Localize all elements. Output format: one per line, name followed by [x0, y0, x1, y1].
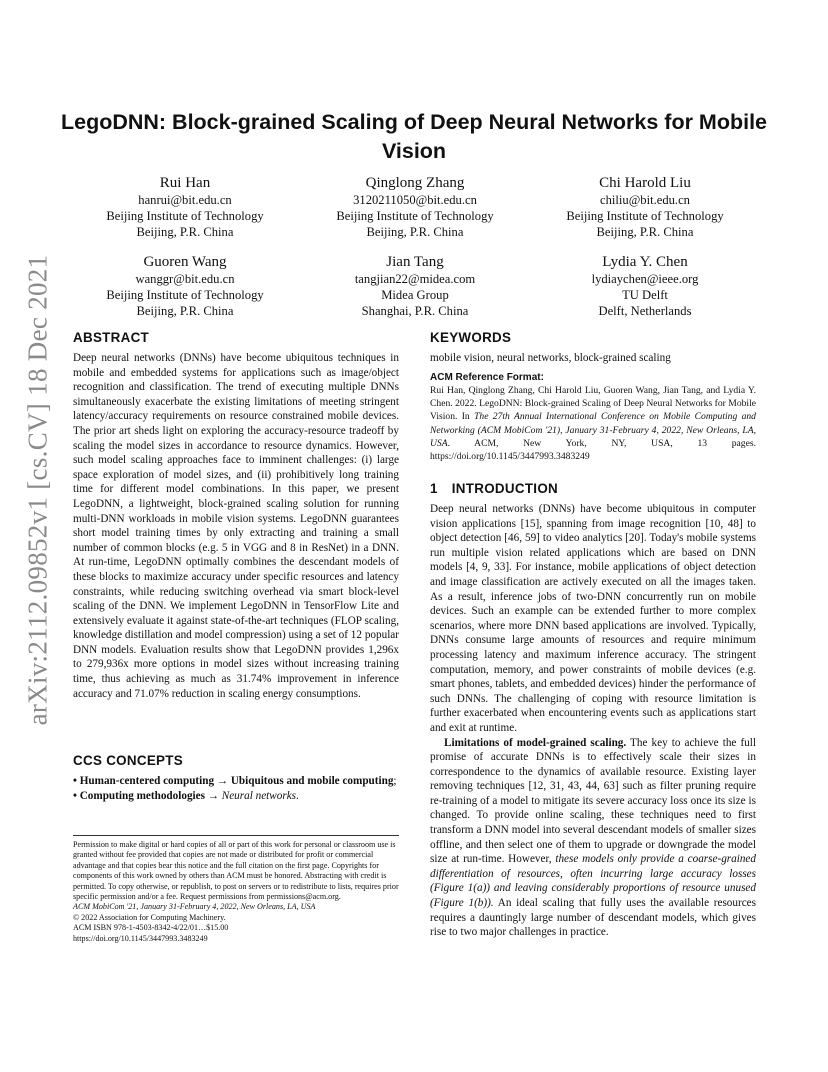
author-email: 3120211050@bit.edu.cn — [353, 193, 477, 207]
author-name: Qinglong Zhang — [365, 175, 465, 191]
author-affiliation: Beijing Institute of Technology — [566, 209, 724, 223]
paragraph-text-b: An ideal scaling that fully uses the available resources requires a dauntingly large number of descendant models, which gives rise to two major challenges in practice. — [430, 897, 756, 939]
author-location: Beijing, P.R. China — [366, 225, 464, 239]
intro-paragraph-2 — [430, 736, 756, 940]
keywords-heading: KEYWORDS — [430, 330, 512, 345]
author-email: tangjian22@midea.com — [354, 272, 476, 286]
footnote-divider — [73, 835, 399, 836]
doi-link[interactable]: https://doi.org/10.1145/3447993.3483249 — [73, 933, 208, 943]
author-card — [530, 253, 760, 319]
paragraph-lead: Limitations of model-grained scaling. — [444, 736, 627, 749]
intro-paragraph-1: Deep neural networks (DNNs) have become ubiquitous in computer vision applications [15], spanning from image recognition [10, 48] to object detection [46, 59] to video analytics [20]. Today's mobile systems run multiple vision related applications which are based on DNN models [4, 9, 33]. For instance, mobile applications of object detection and image classification are actively executed on all the images taken. As a result, inference jobs of two-DNN concurrently run on mobile devices. Such an example can be extended further to more complex scenarios, where more DNN based applications are involved. Typically, DNNs consume large amounts of resources and require minimum processing latency and maximum inference accuracy. The stringent computation, memory, and power constraints of mobile devices (e.g. smart phones, tablets, and embedded devices) hinder the performance of such DNNs. The challenging of coping with resource limitation is further exacerbated when encountering events such as applications start and exit at runtime. — [430, 503, 756, 734]
reference-format-heading: ACM Reference Format: — [430, 372, 544, 383]
paragraph-text-a: The key to achieve the full promise of accurate DNNs is to effectively scale their sizes in correspondence to the dynamics of available resource. Existing layer removing techniques [12, 31, 43, 44, 63] such as filter pruning require re-training of a model to mitigate its severe accuracy loss once its size is changed. To provide online scaling, these techniques need to first transform a DNN model into several descendant models of smaller sizes offline, and then select one of them to upgrade or downgrade the model size at run-time. However, — [430, 736, 756, 866]
author-email: hanrui@bit.edu.cn — [138, 193, 232, 207]
author-card — [70, 253, 300, 319]
introduction-heading — [430, 481, 756, 496]
author-location: Beijing, P.R. China — [136, 304, 234, 318]
reference-format-section — [430, 372, 756, 463]
isbn-line: ACM ISBN 978-1-4503-8342-4/22/01…$15.00 — [73, 923, 229, 933]
reference-format-text — [430, 384, 756, 463]
abstract-section — [73, 330, 399, 701]
author-card — [70, 174, 300, 240]
author-name: Lydia Y. Chen — [602, 254, 688, 270]
author-affiliation: Beijing Institute of Technology — [106, 288, 264, 302]
arxiv-sidebar-stamp — [8, 210, 68, 770]
ccs-section — [73, 753, 399, 804]
ccs-end: . — [296, 790, 299, 802]
copyright-line: © 2022 Association for Computing Machinery. — [73, 912, 226, 922]
keywords-text: mobile vision, neural networks, block-grained scaling — [430, 352, 671, 364]
author-affiliation: Midea Group — [381, 288, 449, 302]
abstract-heading: ABSTRACT — [73, 330, 150, 345]
author-email: lydiaychen@ieee.org — [591, 272, 699, 286]
ccs-arrow: → — [204, 790, 222, 802]
author-email: wanggr@bit.edu.cn — [135, 272, 235, 286]
author-location: Delft, Netherlands — [598, 304, 692, 318]
author-card — [300, 174, 530, 240]
ccs-concepts-text — [73, 774, 399, 804]
author-name: Chi Harold Liu — [599, 175, 691, 191]
reference-publisher: . ACM, New York, NY, USA, 13 pages. https://doi.org/10.1145/3447993.3483249 — [430, 437, 756, 463]
ccs-bullet-2: • Computing methodologies — [73, 790, 205, 802]
author-location: Shanghai, P.R. China — [361, 304, 469, 318]
introduction-section — [430, 481, 756, 940]
author-card — [300, 253, 530, 319]
reference-venue: The 27th Annual International Conference on Mobile Computing and Networking (ACM MobiCom '21), January 31-February 4, 2022, New Orleans, LA, USA — [430, 411, 756, 449]
author-affiliation: Beijing Institute of Technology — [106, 209, 264, 223]
author-location: Beijing, P.R. China — [596, 225, 694, 239]
ccs-separator: ; — [393, 775, 397, 787]
keywords-section — [430, 330, 756, 366]
section-title: INTRODUCTION — [451, 481, 559, 496]
author-card — [530, 174, 760, 240]
author-name: Rui Han — [159, 175, 211, 191]
permission-block — [73, 840, 399, 944]
paper-title: LegoDNN: Block-grained Scaling of Deep Neural Networks for Mobile Vision — [60, 110, 767, 163]
author-affiliation: TU Delft — [622, 288, 668, 302]
abstract-text: Deep neural networks (DNNs) have become ubiquitous techniques in mobile and embedded systems for applications such as image/object recognition and classification. The trend of executing multiple DNNs simultaneously exacerbate the existing limitations of meeting stringent latency/accuracy requirements on resource constrained mobile devices. The prior art sheds light on exploring the accuracy-resource tradeoff by scaling the model sizes in accordance to resource dynamics. However, such model scaling approaches face to imminent challenges: (i) large space exploration of model sizes, and (ii) prohibitively long training time for different model combinations. In this paper, we present LegoDNN, a lightweight, block-grained scaling solution for running multi-DNN workloads in mobile vision systems. LegoDNN guarantees short model training times by only extracting and training a small number of common blocks (e.g. 5 in VGG and 8 in ResNet) in a DNN. At run-time, LegoDNN optimally combines the descendant models of these blocks to maximize accuracy under specific resources and latency constraints, while reducing switching overhead via smart block-level scaling of the DNN. We implement LegoDNN in TensorFlow Lite and extensively evaluate it against state-of-the-art techniques (FLOP scaling, knowledge distillation and model compression) using a set of 12 popular DNN models. Evaluation results show that LegoDNN provides 1,296x to 279,936x more options in model sizes without increasing training time, thus achieving as much as 31.74% improvement in inference accuracy and 71.07% reduction in scaling energy consumptions. — [73, 352, 399, 700]
author-affiliation: Beijing Institute of Technology — [336, 209, 494, 223]
section-number: 1 — [430, 481, 438, 496]
ccs-heading: CCS CONCEPTS — [73, 753, 183, 768]
arxiv-id-text: arXiv:2112.09852v1 [cs.CV] 18 Dec 2021 — [22, 254, 53, 726]
author-name: Guoren Wang — [143, 254, 227, 270]
conference-line: ACM MobiCom '21, January 31-February 4, 2022, New Orleans, LA, USA — [73, 902, 316, 912]
author-location: Beijing, P.R. China — [136, 225, 234, 239]
author-email: chiliu@bit.edu.cn — [600, 193, 690, 207]
permission-text: Permission to make digital or hard copies of all or part of this work for personal or classroom use is granted without fee provided that copies are not made or distributed for profit or commercial advantage and that copies bear this notice and the full citation on the first page. Copyrights for components of this work owned by others than ACM must be honored. Abstracting with credit is permitted. To copy otherwise, or republish, to post on servers or to redistribute to lists, requires prior specific permission and/or a fee. Request permissions from permissions@acm.org. — [73, 840, 399, 902]
author-name: Jian Tang — [386, 254, 444, 270]
reference-authors: Rui Han, Qinglong Zhang, Chi Harold Liu, Guoren Wang, Jian Tang, and Lydia Y. Chen. 2022. LegoDNN: Block-grained Scaling of Deep Neural Networks for Mobile Vision. In — [430, 385, 756, 423]
paragraph-emphasis: these models only provide a coarse-grained differentiation of resources, often incurring large accuracy losses (Figure 1(a)) and leaving considerably proportions of resource unused (Figure 1(b)). — [430, 853, 756, 910]
ccs-bullet-1: • Human-centered computing → Ubiquitous and mobile computing — [73, 775, 394, 787]
ccs-bullet-2-leaf: Neural networks — [221, 790, 297, 802]
